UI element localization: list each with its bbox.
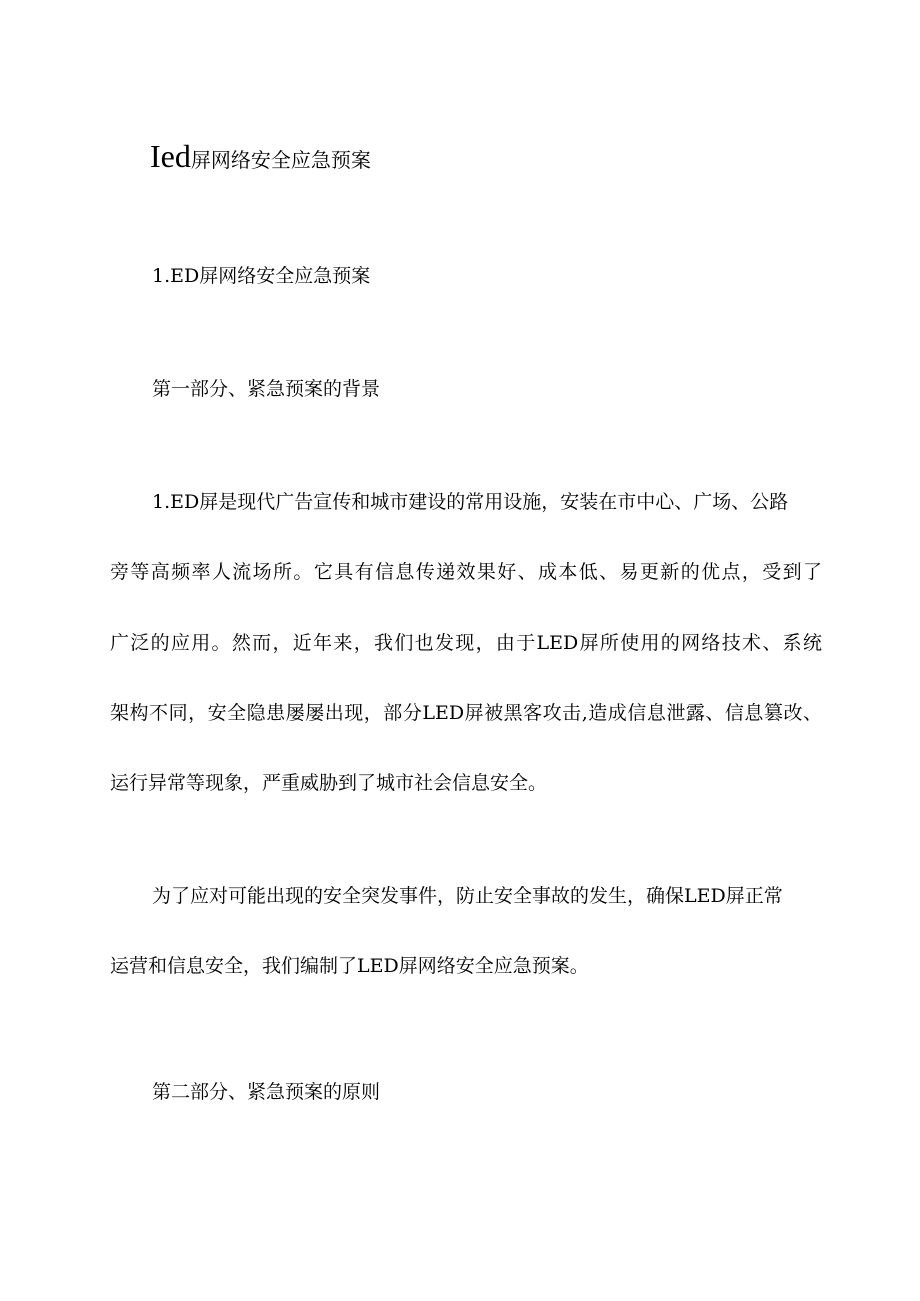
paragraph-1-line-1: 1.ED屏是现代广告宣传和城市建设的常用设施，安装在市中心、广场、公路 <box>152 491 789 513</box>
paragraph-2-line-1: 为了应对可能出现的安全突发事件，防止安全事故的发生，确保LED屏正常 <box>152 885 783 907</box>
paragraph-2-line-2: 运营和信息安全，我们编制了LED屏网络安全应急预案。 <box>110 955 589 977</box>
section-2-heading: 第二部分、紧急预案的原则 <box>152 1081 381 1103</box>
paragraph-1-line-4: 架构不同，安全隐患屡屡出现，部分LED屏被黑客攻击,造成信息泄露、信息篡改、 <box>110 702 822 724</box>
paragraph-1-line-2: 旁等高频率人流场所。它具有信息传递效果好、成本低、易更新的优点，受到了 <box>110 561 822 583</box>
section-1-heading: 第一部分、紧急预案的背景 <box>152 378 381 400</box>
paragraph-1-line-3: 广泛的应用。然而，近年来，我们也发现，由于LED屏所使用的网络技术、系统 <box>110 632 822 654</box>
document-title <box>150 138 371 175</box>
subtitle: 1.ED屏网络安全应急预案 <box>152 265 371 287</box>
title-latin: Ied <box>150 138 191 174</box>
paragraph-1-line-5: 运行异常等现象，严重威胁到了城市社会信息安全。 <box>110 772 548 794</box>
title-cjk: 屏网络安全应急预案 <box>190 148 371 172</box>
